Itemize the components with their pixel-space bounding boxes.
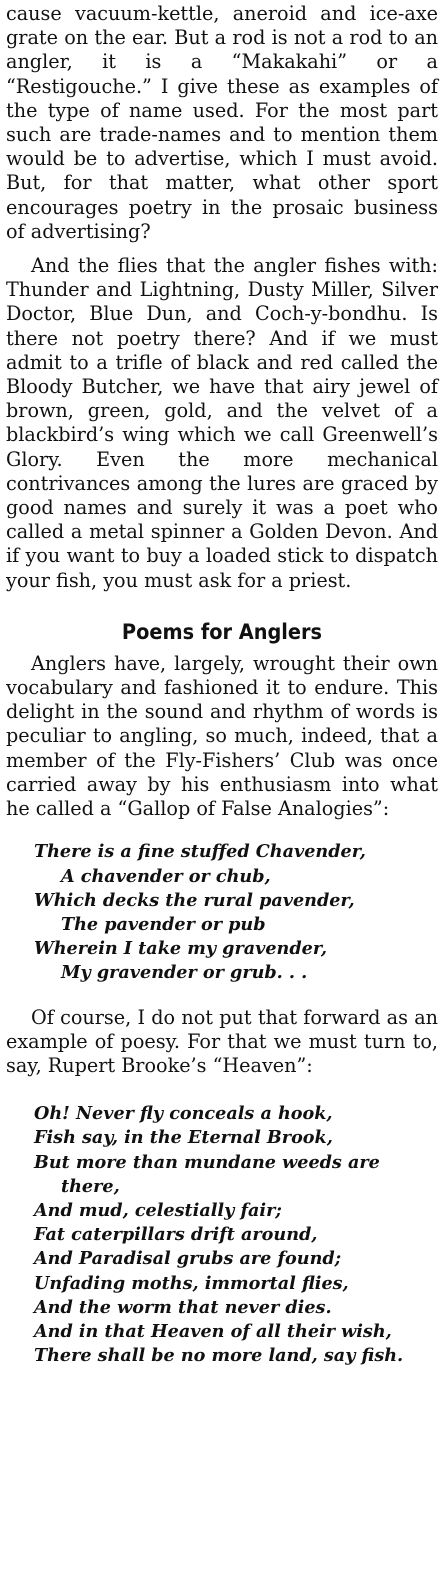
poem-line: The pavender or pub: [61, 913, 266, 935]
flies-paragraph: And the flies that the angler fishes with: Thunder and Lightning, Dusty Miller, Silver Doctor, Blue Dun, and Coch-y-bondhu. Is there not poetry there? And if we must admit to a trifle of black and red called the Bloody Butcher, we have that airy jewel of brown, green, gold, and the velvet of a blackbird’s wing which we call Greenwell’s Glory. Even the more mechanical contrivances among the lures are graced by good names and surely it was a poet who called a metal spinner a Golden Devon. And if you want to buy a loaded stick to dispatch your fish, you must ask for a priest.: [6, 254, 438, 592]
poem-line: Fish say, in the Eternal Brook,: [34, 1127, 333, 1149]
poem-line: A chavender or chub,: [61, 865, 271, 887]
poem-line: Unfading moths, immortal flies,: [34, 1272, 349, 1294]
poem-line: there,: [61, 1175, 120, 1197]
poem-line: My gravender or grub. . .: [61, 962, 308, 984]
heaven-poem: [6, 1102, 438, 1368]
section-heading: Poems for Anglers: [121, 619, 323, 644]
intro-paragraph: cause vacuum-kettle, aneroid and ice-axe grate on the ear. But a rod is not a rod to an angler, it is a “Makakahi” or a “Restigouche.” I give these as examples of the type of name used. For the most part such are trade-names and to mention them would be to advertise, which I must avoid. But, for that matter, what other sport encourages poetry in the prosaic business of advertising?: [6, 2, 438, 243]
poem-line: And the worm that never dies.: [34, 1296, 332, 1318]
poem-line: And Paradisal grubs are found;: [34, 1248, 342, 1270]
poem-line: But more than mundane weeds are: [34, 1151, 380, 1173]
anglers-paragraph: Anglers have, largely, wrought their own vocabulary and fashioned it to endure. This delight in the sound and rhythm of words is peculiar to angling, so much, indeed, that a member of the Fly-Fishers’ Club was once carried away by his enthusiasm into what he called a “Gallop of False Analogies”:: [6, 651, 438, 821]
poem-line: Wherein I take my gravender,: [34, 938, 327, 960]
poem-line: Oh! Never fly conceals a hook,: [34, 1103, 333, 1125]
poem-line: And in that Heaven of all their wish,: [34, 1320, 392, 1342]
poem-line: There is a fine stuffed Chavender,: [34, 841, 366, 863]
gallop-poem: [6, 840, 438, 985]
poem-line: And mud, celestially fair;: [34, 1199, 282, 1221]
poem-line: Fat caterpillars drift around,: [34, 1224, 318, 1246]
poem-line: Which decks the rural pavender,: [34, 889, 355, 911]
document-page: [0, 2, 442, 1571]
poem-line: There shall be no more land, say fish.: [34, 1345, 404, 1367]
of-course-paragraph: Of course, I do not put that forward as an example of poesy. For that we must turn to, say, Rupert Brooke’s “Heaven”:: [6, 1005, 438, 1077]
